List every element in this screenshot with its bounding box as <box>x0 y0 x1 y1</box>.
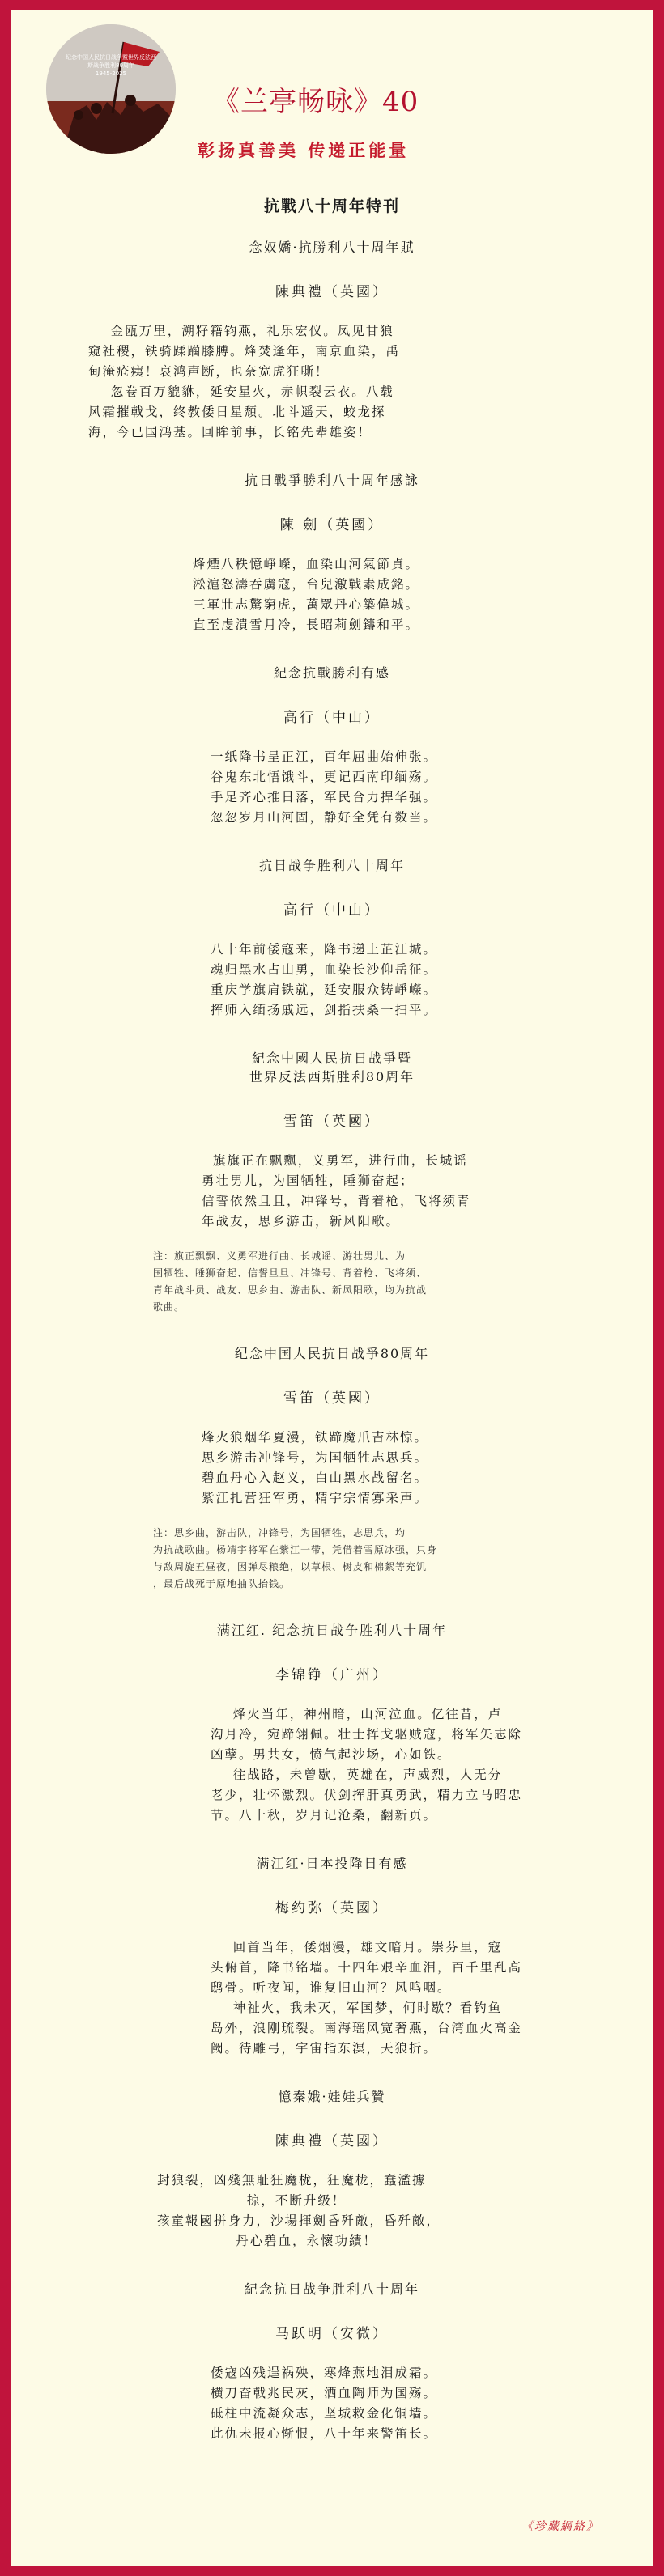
poem-line: 信誓依然且且，冲锋号，背着枪，飞将须青 <box>202 1194 471 1208</box>
magazine-slogan: 彰扬真善美 传递正能量 <box>198 140 410 160</box>
poem-block <box>11 663 653 828</box>
poem-block <box>11 855 653 1021</box>
poem-block <box>11 2279 653 2444</box>
poem-line: 丹心碧血，永懷功績！ <box>157 2234 377 2248</box>
poem-author: 马跃明（安微） <box>275 2326 389 2342</box>
poem-line: 碧血丹心入赵义，白山黑水战留名。 <box>202 1470 429 1485</box>
magazine-title: 《兰亭畅咏》40 <box>212 86 419 118</box>
poem-note-line: 与敌周旋五昼夜，因弹尽粮绝，以草根、树皮和棉絮等充饥 <box>153 1561 428 1572</box>
poem-line: 倭寇凶残逞祸殃，寒烽燕地泪成霜。 <box>211 2366 438 2380</box>
poem-line: 阙。待雕弓，宇宙指东溟，天狼折。 <box>211 2041 438 2056</box>
poem-line: 手足齐心推日落，军民合力捍华强。 <box>211 790 438 804</box>
poem-line: 烽煙八秩憶崢嶸，血染山河氣節貞。 <box>193 557 420 571</box>
poem-title: 满江红. 纪念抗日战争胜利八十周年 <box>216 1623 448 1638</box>
badge-caption-line: 纪念中国人民抗日战争暨世界反法西斯战争胜利80周年 <box>66 54 156 69</box>
poem-lines <box>11 2363 653 2444</box>
poem-line: 勇壮男儿，为国牺牲，睡狮奋起； <box>202 1173 415 1188</box>
poem-line: 沟月冷，宛蹄翎佩。壮士挥戈驱贼寇，将军矢志除 <box>211 1727 523 1742</box>
poem-block <box>11 470 653 635</box>
poem-lines <box>11 1704 653 1826</box>
poem-note-line: 歌曲。 <box>153 1301 185 1313</box>
poem-block <box>11 1853 653 2059</box>
poem-block <box>11 1620 653 1826</box>
poem-line: 一纸降书呈正江，百年屈曲始伸张。 <box>211 749 438 764</box>
poem-note-line: 注：旗正飘飘、义勇军进行曲、长城谣、游壮男儿、为 <box>153 1250 406 1262</box>
poem-author: 陳 劍（英國） <box>279 517 385 533</box>
poem-author: 梅约弥（英國） <box>275 1900 389 1916</box>
poem-line: 年战友，思乡游击，新风阳歌。 <box>202 1214 401 1229</box>
poem-line: 紫江扎营狂军勇，精宇宗情寡采声。 <box>202 1491 429 1505</box>
poem-note-line: 注：思乡曲，游击队，冲锋号，为国牺牲，志思兵，均 <box>153 1527 406 1538</box>
poem-author: 高行（中山） <box>283 710 381 726</box>
poem-line: 砥柱中流凝众志，坚城救金化铜墙。 <box>211 2406 438 2421</box>
poem-line: 八十年前倭寇来，降书递上芷江城。 <box>211 942 438 957</box>
poem-lines <box>11 554 653 635</box>
poem-line: 风霜摧戟戈，终教倭日星頹。北斗遥天，蛟龙探 <box>88 405 386 419</box>
poem-block <box>11 2086 653 2251</box>
poem-block <box>11 1343 653 1593</box>
poem-author: 雪笛（英國） <box>283 1114 381 1130</box>
badge-years: 1945-2025 <box>95 70 127 77</box>
poem-line: 封狼裂，凶殘無耻狂魔栊，狂魔栊，蠢濫據 <box>157 2173 427 2188</box>
poem-note-line: 青年战斗员、战友、思乡曲、游击队、新凤阳歌，均为抗战 <box>153 1284 428 1296</box>
poem-note <box>11 1525 653 1593</box>
poem-lines <box>11 1937 653 2059</box>
poem-author: 陳典禮（英國） <box>275 284 389 300</box>
poem-line: 直至虔潰雪月冷，長昭莉劍鑄和平。 <box>193 617 420 632</box>
poem-line: 挥师入缅扬戚远，剑指扶桑一扫平。 <box>211 1003 438 1017</box>
poem-title: 憶秦娥·娃娃兵贊 <box>278 2089 386 2104</box>
poem-line: 烽火狼烟华夏漫，铁蹄魔爪吉林惊。 <box>202 1430 429 1445</box>
poem-lines <box>11 1428 653 1509</box>
special-issue-heading: 抗戰八十周年特刊 <box>263 197 400 215</box>
poem-note-line: 为抗战歌曲。杨靖宇将军在紫江一带，凭借着雪原冰强，只身 <box>153 1544 438 1555</box>
poem-line: 海，今已国鸿基。回眸前事，长铭先辈雄姿！ <box>88 425 372 439</box>
poem-line: 凶孽。男共女，愤气起沙场，心如铁。 <box>211 1747 452 1762</box>
poem-line: 重庆学旗肩铁就，延安服众铸崢嶸。 <box>211 982 438 997</box>
poem-lines <box>11 2171 653 2251</box>
poem-note <box>11 1248 653 1316</box>
poem-line: 往战路，未曾歇，英雄在，声威烈，人无分 <box>211 1768 503 1782</box>
anniversary-badge <box>46 24 176 154</box>
poem-line: 神祉火，我未灭，军国梦，何时歇？看钓鱼 <box>211 2001 503 2015</box>
poem-author: 李锦铮（广州） <box>275 1667 389 1683</box>
poem-lines <box>11 940 653 1021</box>
poem-line: 魂归黑水占山勇，血染长沙仰岳征。 <box>211 962 438 977</box>
poem-author: 高行（中山） <box>283 902 381 919</box>
poem-line: 甸淹疮痍！哀鸿声断，也奈宽虎狂嘶！ <box>88 364 330 379</box>
poem-line: 思乡游击冲锋号，为国牺牲志思兵。 <box>202 1450 429 1465</box>
soldiers-with-flag-image <box>46 24 176 154</box>
source-seal: 《珍藏網絡》 <box>521 2520 599 2533</box>
poem-title: 紀念抗戰勝利有感 <box>273 665 390 681</box>
poem-line: 掠，不断升级！ <box>157 2193 347 2208</box>
page <box>11 10 653 2566</box>
poem-title: 抗日戰爭勝利八十周年感詠 <box>244 473 419 488</box>
poem-block <box>11 237 653 443</box>
poem-line: 回首当年，倭烟漫，雄文暗月。崇芬里，寇 <box>211 1940 503 1954</box>
poem-title: 念奴嬌·抗勝利八十周年賦 <box>249 240 415 255</box>
poem-note-line: ，最后战死于原地抽队抬钱。 <box>153 1578 291 1589</box>
poem-line: 窥社稷，铁骑蹂躏膝膊。烽焚逢年，南京血染，禹 <box>88 344 401 359</box>
poem-line: 头俯首，降书铭墙。十四年艰辛血泪，百千里乱高 <box>211 1960 523 1975</box>
poem-line: 烽火当年，神州暗，山河泣血。亿往昔，卢 <box>211 1707 503 1721</box>
poem-line: 孩童報國拼身力，沙場揮劍昏歼敵，昏歼敵， <box>157 2213 441 2228</box>
poem-lines <box>11 1151 653 1232</box>
poem-line: 淞滬怒濤吞虜寇，台兒激戰素成銘。 <box>193 577 420 592</box>
poem-list <box>11 237 653 2444</box>
poem-line: 旗旗正在飘飘，义勇军，进行曲，长城谣 <box>202 1153 468 1168</box>
poem-title: 紀念中國人民抗日战爭暨 世界反法西斯胜利80周年 <box>249 1050 415 1084</box>
poem-line: 忽卷百万貔貅，延安星火，赤帜裂云衣。八载 <box>88 384 394 399</box>
poem-line: 节。八十秋，岁月记沧桑，翻新页。 <box>211 1808 438 1823</box>
poem-block <box>11 1048 653 1316</box>
poem-note-line: 国牺牲、睡狮奋起、信誓旦旦、冲锋号、背着枪、飞将须、 <box>153 1267 428 1279</box>
poem-line: 岛外，浪刚琉裂。南海瑶风宽奢燕，台湾血火高金 <box>211 2021 523 2035</box>
poem-lines <box>11 321 653 443</box>
poem-lines <box>11 747 653 828</box>
poem-line: 老少，壮怀激烈。伏剑挥肝真勇武，精力立马昭忠 <box>211 1788 523 1802</box>
poem-title: 紀念抗日战争胜利八十周年 <box>244 2281 419 2297</box>
poem-line: 三軍壯志驚窮虎，萬眾丹心築偉城。 <box>193 597 420 612</box>
poem-line: 谷鬼东北悟饿斗，更记西南印缅殇。 <box>211 770 438 784</box>
poem-author: 雪笛（英國） <box>283 1390 381 1407</box>
poem-line: 金瓯万里，溯籽籍钧燕，礼乐宏仪。凤见甘狼 <box>88 324 394 338</box>
poem-author: 陳典禮（英國） <box>275 2133 389 2149</box>
poem-title: 满江红·日本投降日有感 <box>256 1856 408 1871</box>
poem-title: 纪念中国人民抗日战爭80周年 <box>234 1346 430 1361</box>
poem-title: 抗日战争胜利八十周年 <box>258 858 405 873</box>
header <box>11 10 653 172</box>
poem-line: 鸱骨。听夜闻，谁复旧山河？风鸣咽。 <box>211 1980 452 1995</box>
poem-line: 此仇未报心惭恨，八十年来警笛长。 <box>211 2426 438 2441</box>
poem-line: 横刀奋戟兆民灰，洒血陶师为国殇。 <box>211 2386 438 2400</box>
poem-line: 忽忽岁月山河固，静好全凭有数当。 <box>211 810 438 825</box>
